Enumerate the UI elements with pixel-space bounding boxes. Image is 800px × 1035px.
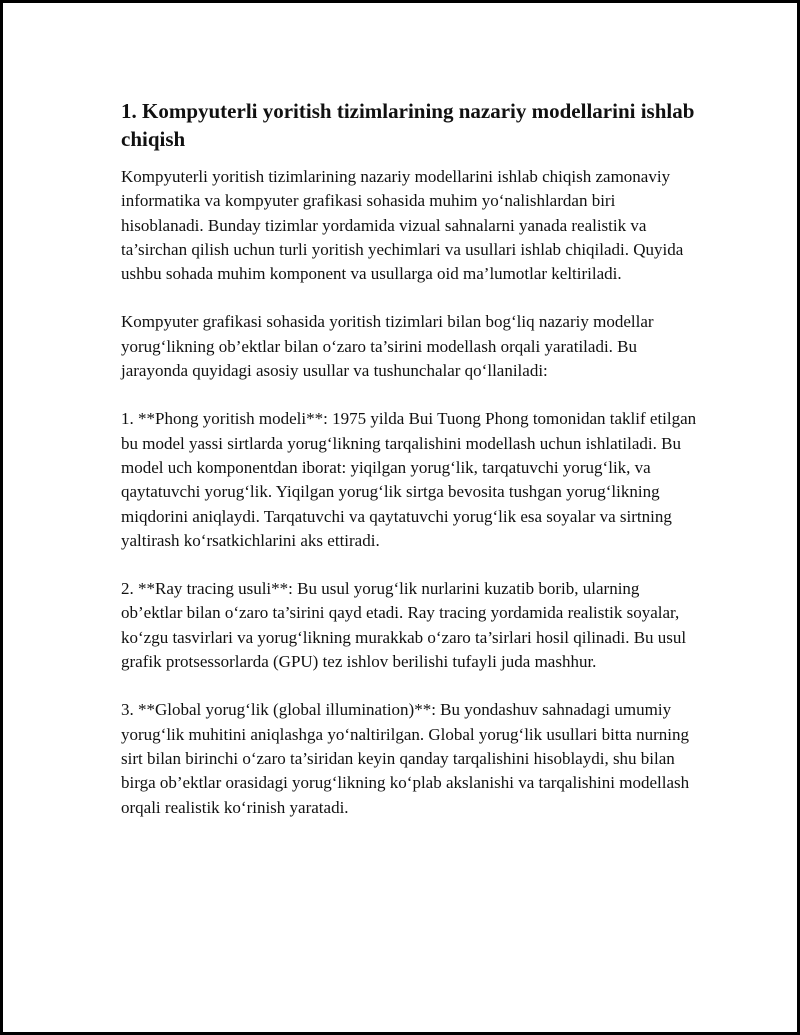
global-illumination-paragraph: 3. **Global yorug‘lik (global illumination)**: Bu yondashuv sahnadagi umumiy yorug‘lik muhitini aniqlashga yo‘naltirilgan. Global yorug‘lik usullari bitta nurning sirt bilan birinchi o‘zaro ta’siridan keyin qanday tarqalishini hisoblaydi, shu bilan birga ob’ektlar orasidagi yorug‘likning ko‘plab akslanishi va tarqalishini modellash orqali realistik ko‘rinish yaratadi. bbox=[121, 700, 690, 817]
section-heading: 1. Kompyuterli yoritish tizimlarining nazariy modellarini ishlab chiqish bbox=[121, 99, 695, 151]
intro-paragraph: Kompyuterli yoritish tizimlarining nazariy modellarini ishlab chiqish zamonaviy informatika va kompyuter grafikasi sohasida muhim yo‘nalishlardan biri hisoblanadi. Bunday tizimlar yordamida vizual sahnalarni yanada realistik va ta’sirchan qilish uchun turli yoritish yechimlari va usullari ishlab chiqiladi. Quyida ushbu sohada muhim komponent va usullarga oid ma’lumotlar keltiriladi. bbox=[121, 167, 684, 284]
phong-model-paragraph: 1. **Phong yoritish modeli**: 1975 yilda Bui Tuong Phong tomonidan taklif etilgan bu model yassi sirtlarda yorug‘likning tarqalishini modellash uchun ishlatiladi. Bu model uch komponentdan iborat: yiqilgan yorug‘lik, tarqatuvchi yorug‘lik, va qaytatuvchi yorug‘lik. Yiqilgan yorug‘lik sirtga bevosita tushgan yorug‘likning miqdorini aniqlaydi. Tarqatuvchi va qaytatuvchi yorug‘lik esa soyalar va sirtning yaltirash ko‘rsatkichlarini aks ettiradi. bbox=[121, 409, 697, 550]
document-body bbox=[121, 97, 701, 844]
models-overview-paragraph: Kompyuter grafikasi sohasida yoritish tizimlari bilan bog‘liq nazariy modellar yorug‘likning ob’ektlar bilan o‘zaro ta’sirini modellash orqali yaratiladi. Bu jarayonda quyidagi asosiy usullar va tushunchalar qo‘llaniladi: bbox=[121, 312, 654, 381]
ray-tracing-paragraph: 2. **Ray tracing usuli**: Bu usul yorug‘lik nurlarini kuzatib borib, ularning ob’ektlar bilan o‘zaro ta’sirini qayd etadi. Ray tracing yordamida realistik soyalar, ko‘zgu tasvirlari va yorug‘likning murakkab o‘zaro ta’sirlari hosil qilinadi. Bu usul grafik protsessorlarda (GPU) tez ishlov berilishi tufayli juda mashhur. bbox=[121, 579, 687, 672]
